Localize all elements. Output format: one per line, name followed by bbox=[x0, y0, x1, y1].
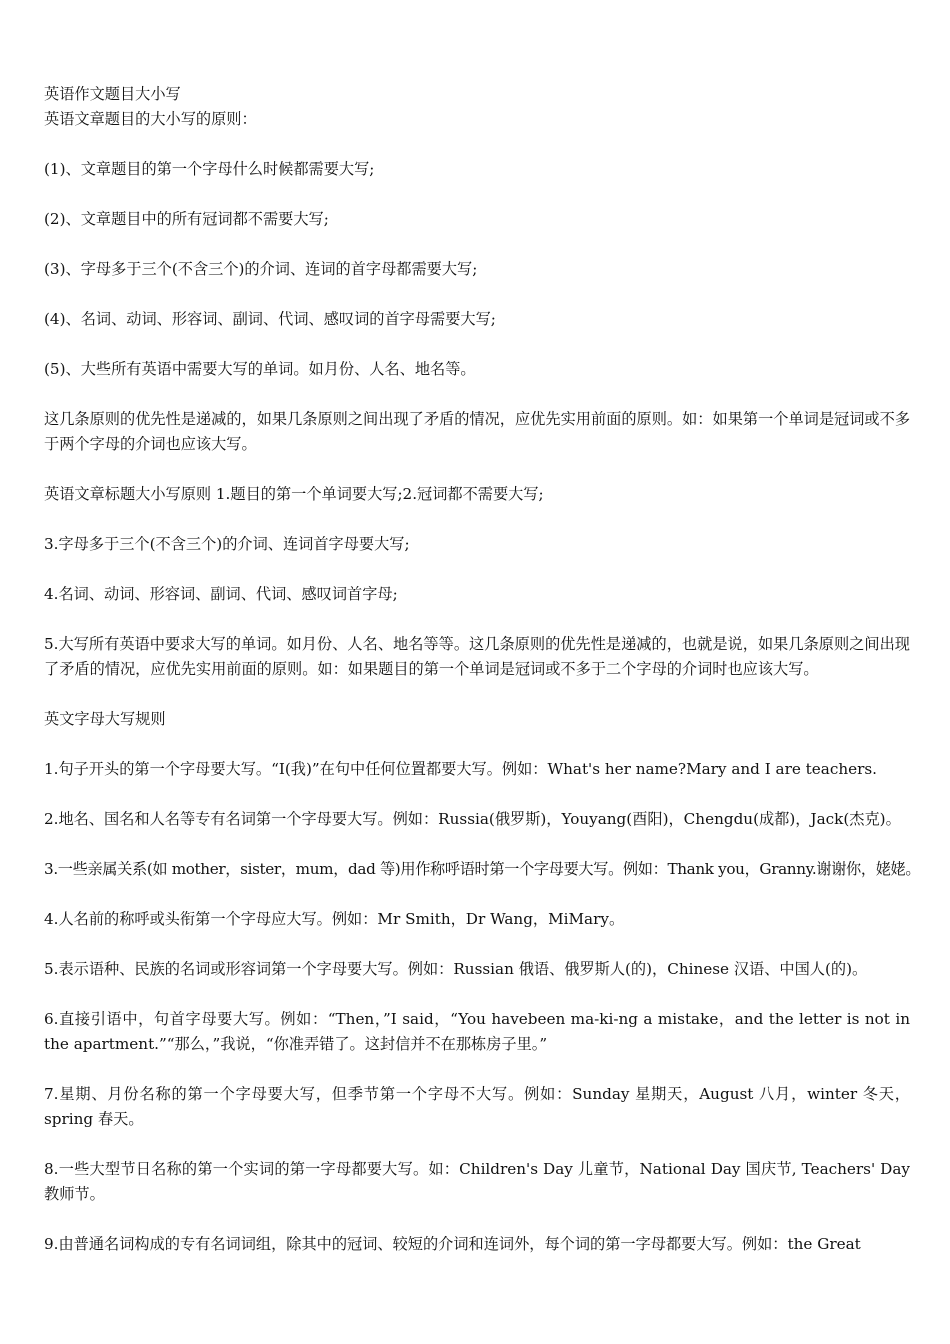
principle-item: (4)、名词、动词、形容词、副词、代词、感叹词的首字母需要大写; bbox=[44, 310, 496, 328]
document-subtitle: 英语文章题目的大小写的原则： bbox=[44, 110, 257, 128]
document-page bbox=[44, 82, 921, 1282]
letter-rule-item: 8.一些大型节日名称的第一个实词的第一字母都要大写。如：Children's Day 儿童节，National Day 国庆节, Teachers' Day 教师节。 bbox=[44, 1160, 910, 1203]
principle-item: (5)、大些所有英语中需要大写的单词。如月份、人名、地名等。 bbox=[44, 360, 476, 378]
letter-rule-item: 4.人名前的称呼或头衔第一个字母应大写。例如：Mr Smith，Dr Wang，MiMary。 bbox=[44, 910, 625, 928]
letter-rule-item: 7.星期、月份名称的第一个字母要大写，但季节第一个字母不大写。例如：Sunday 星期天，August 八月，winter 冬天，spring 春天。 bbox=[44, 1085, 910, 1128]
letter-rule-item: 5.表示语种、民族的名词或形容词第一个字母要大写。例如：Russian 俄语、俄罗斯人(的)，Chinese 汉语、中国人(的)。 bbox=[44, 960, 868, 978]
letter-rules-heading: 英文字母大写规则 bbox=[44, 710, 166, 728]
title-rule-item: 3.字母多于三个(不含三个)的介词、连词首字母要大写; bbox=[44, 535, 410, 553]
principle-item: (1)、文章题目的第一个字母什么时候都需要大写; bbox=[44, 160, 375, 178]
title-rule-item: 5.大写所有英语中要求大写的单词。如月份、人名、地名等等。这几条原则的优先性是递减的，也就是说，如果几条原则之间出现了矛盾的情况，应优先实用前面的原则。如：如果题目的第一个单词是冠词或不多于二个字母的介词时也应该大写。 bbox=[44, 635, 910, 678]
document-title: 英语作文题目大小写 bbox=[44, 85, 181, 103]
principle-item: (3)、字母多于三个(不含三个)的介词、连词的首字母都需要大写; bbox=[44, 260, 478, 278]
letter-rule-item: 3.一些亲属关系(如 mother，sister，mum，dad 等)用作称呼语时第一个字母要大写。例如：Thank you，Granny.谢谢你，姥姥。 bbox=[44, 860, 921, 878]
title-rule-item: 4.名词、动词、形容词、副词、代词、感叹词首字母; bbox=[44, 585, 398, 603]
letter-rule-item: 9.由普通名词构成的专有名词词组，除其中的冠词、较短的介词和连词外，每个词的第一字母都要大写。例如：the Great bbox=[44, 1235, 861, 1253]
principle-item: (2)、文章题目中的所有冠词都不需要大写; bbox=[44, 210, 329, 228]
letter-rule-item: 6.直接引语中，句首字母要大写。例如：“Then，”I said，“You havebeen ma-ki-ng a mistake，and the letter is not in the apartment.”“那么，”我说，“你准弄错了。这封信并不在那栋房子里。” bbox=[44, 1010, 910, 1053]
title-rules-heading: 英语文章标题大小写原则 1.题目的第一个单词要大写;2.冠词都不需要大写; bbox=[44, 485, 544, 503]
letter-rule-item: 1.句子开头的第一个字母要大写。“I(我)”在句中任何位置都要大写。例如：What's her name?Mary and I are teachers. bbox=[44, 760, 877, 778]
letter-rule-item: 2.地名、国名和人名等专有名词第一个字母要大写。例如：Russia(俄罗斯)，Youyang(酉阳)，Chengdu(成都)，Jack(杰克)。 bbox=[44, 810, 901, 828]
priority-note: 这几条原则的优先性是递减的，如果几条原则之间出现了矛盾的情况，应优先实用前面的原则。如：如果第一个单词是冠词或不多于两个字母的介词也应该大写。 bbox=[44, 410, 910, 453]
